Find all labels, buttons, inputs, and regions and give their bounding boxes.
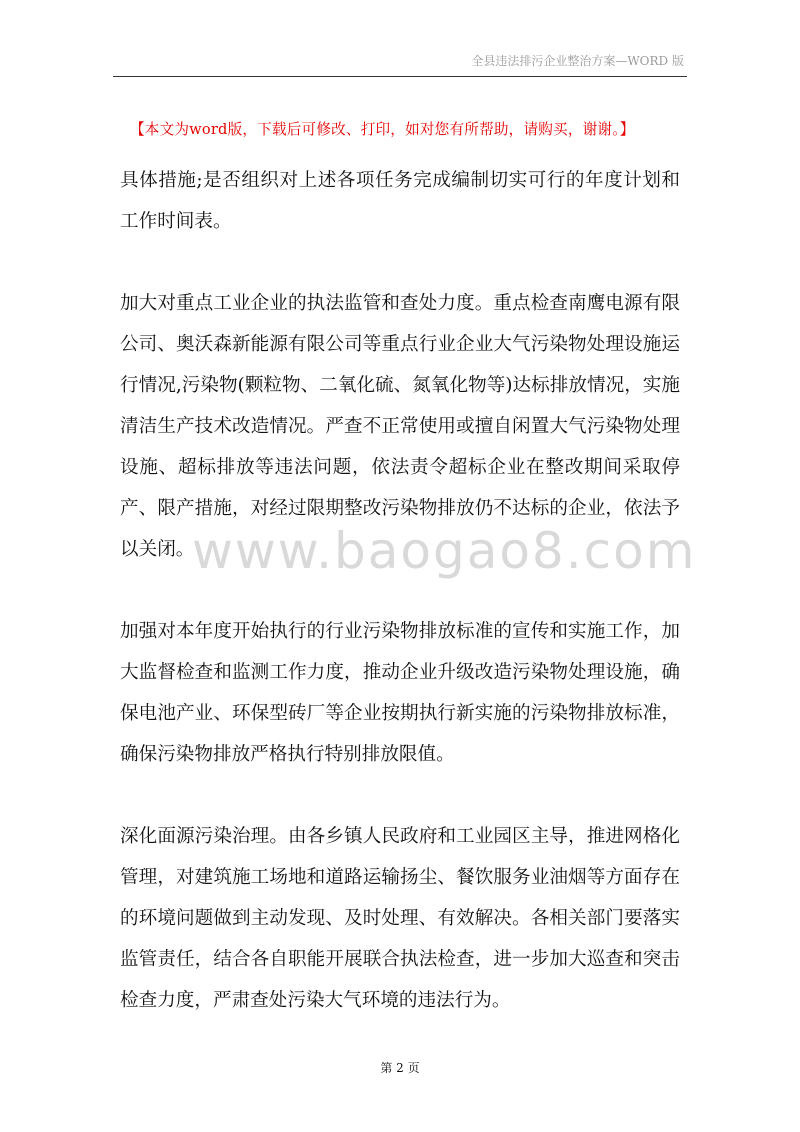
paragraph: 加大对重点工业企业的执法监管和查处力度。重点检查南鹰电源有限公司、奥沃森新能源有限公司等重点行业企业大气污染物处理设施运行情况,污染物(颗粒物、二氧化硫、氮氧化物等)达标排放情况，实施清洁生产技术改造情况。严查不正常使用或擅自闲置大气污染物处理设施、超标排放等违法问题，依法责令超标企业在整改期间采取停产、限产措施，对经过限期整改污染物排放仍不达标的企业，依法予以关闭。 — [120, 293, 680, 560]
paragraph: 具体措施;是否组织对上述各项任务完成编制切实可行的年度计划和工作时间表。 — [120, 170, 680, 232]
purchase-notice: 【本文为word版，下载后可修改、打印，如对您有所帮助，请购买，谢谢。】 — [130, 121, 635, 138]
page-header-title: 全县违法排污企业整治方案—WORD 版 — [471, 54, 684, 68]
paragraph: 加强对本年度开始执行的行业污染物排放标准的宣传和实施工作，加大监督检查和监测工作力度，推动企业升级改造污染物处理设施，确保电池产业、环保型砖厂等企业按期执行新实施的污染物排放标准，确保污染物排放严格执行特别排放限值。 — [120, 621, 680, 765]
document-body — [120, 160, 680, 1021]
paragraph: 深化面源污染治理。由各乡镇人民政府和工业园区主导，推进网格化管理，对建筑施工场地和道路运输扬尘、餐饮服务业油烟等方面存在的环境问题做到主动发现、及时处理、有效解决。各相关部门要落实监管责任，结合各自职能开展联合执法检查，进一步加大巡查和突击检查力度，严肃查处污染大气环境的违法行为。 — [120, 826, 680, 1011]
header-divider — [113, 76, 687, 77]
watermark-text: www.baogao8.com — [192, 522, 697, 580]
page-number: 第 2 页 — [380, 1061, 420, 1075]
